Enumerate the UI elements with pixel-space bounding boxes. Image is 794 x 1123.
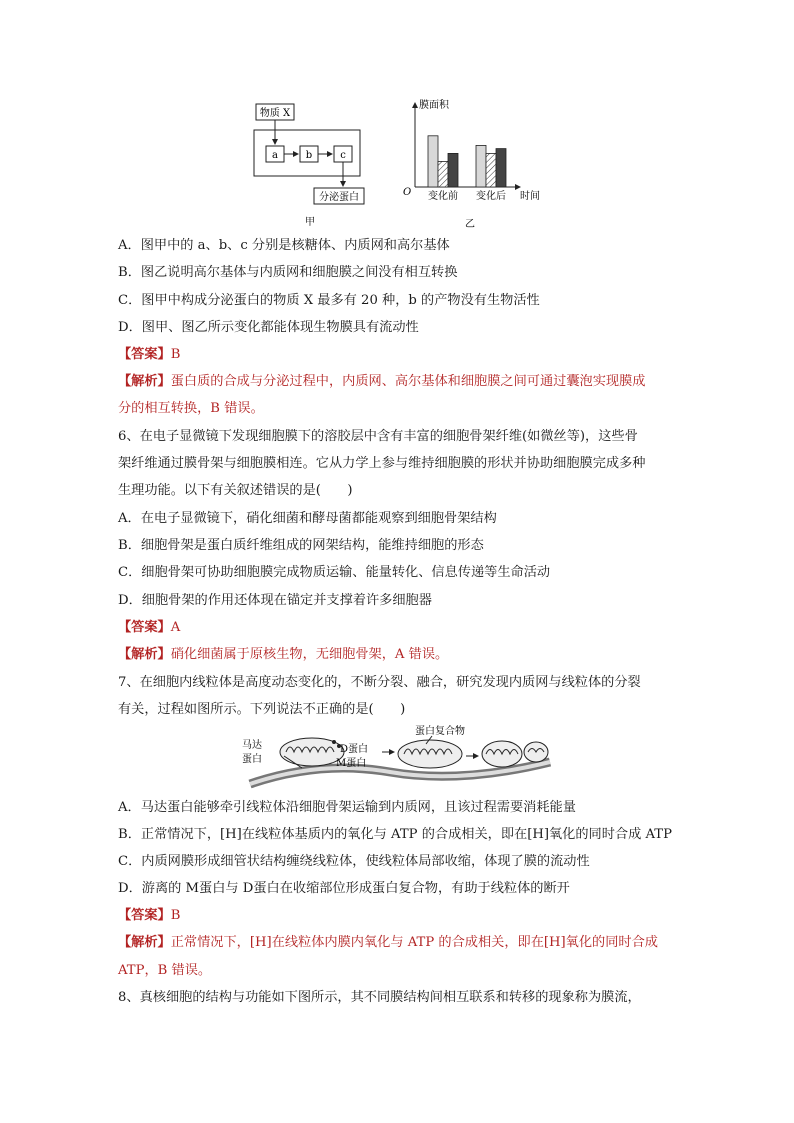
answer-value: B	[170, 347, 181, 362]
q7-option-b: B．正常情况下，[H]在线粒体基质内的氧化与 ATP 的合成相关，即在[H]氧化的同时合成 ATP	[118, 827, 672, 842]
bar-light-1	[476, 145, 486, 187]
figure-yi-chart	[395, 95, 555, 230]
analysis-text: 蛋白质的合成与分泌过程中，内质网、高尔基体和细胞膜之间可通过囊泡实现膜成	[170, 374, 646, 389]
q5-option-a: A．图甲中的 a、b、c 分别是核糖体、内质网和高尔基体	[118, 238, 450, 253]
q7-option-a: A．马达蛋白能够牵引线粒体沿细胞骨架运输到内质网，且该过程需要消耗能量	[118, 800, 576, 815]
q7-analysis-line2: ATP，B 错误。	[118, 963, 212, 978]
category-label-before: 变化前	[428, 191, 458, 202]
q7-stem-line1: 7、在细胞内线粒体是高度动态变化的，不断分裂、融合，研究发现内质网与线粒体的分裂	[118, 675, 641, 690]
svg-text:b: b	[305, 150, 313, 161]
svg-text:c: c	[340, 150, 346, 161]
label-m-protein: M蛋白	[336, 758, 367, 769]
q5-analysis-line2: 分的相互转换，B 错误。	[118, 401, 264, 416]
category-label-after: 变化后	[476, 191, 506, 202]
bar-hatched-0	[438, 161, 448, 187]
bar-dark-0	[448, 153, 458, 187]
q8-stem-line1: 8、真核细胞的结构与功能如下图所示，其不同膜结构间相互联系和转移的现象称为膜流，	[118, 990, 641, 1005]
figure-mitochondria-fission	[240, 722, 560, 790]
caption-yi: 乙	[465, 219, 475, 230]
q7-stem-line2: 有关，过程如图所示。下列说法不正确的是( )	[118, 702, 406, 717]
q5-analysis-line1	[118, 372, 646, 392]
svg-text:分泌蛋白: 分泌蛋白	[319, 192, 359, 203]
x-axis-label: 时间	[520, 191, 540, 202]
q6-option-c: C．细胞骨架可协助细胞膜完成物质运输、能量转化、信息传递等生命活动	[118, 565, 551, 580]
origin-label: O	[403, 187, 412, 198]
q5-option-c: C．图甲中构成分泌蛋白的物质 X 最多有 20 种，b 的产物没有生物活性	[118, 293, 540, 308]
answer-tag: 【答案】	[118, 620, 171, 635]
bar-dark-1	[496, 149, 506, 187]
q7-analysis-line1	[118, 933, 658, 953]
svg-text:a: a	[272, 150, 278, 161]
answer-tag: 【答案】	[118, 347, 171, 362]
caption-jia: 甲	[305, 217, 315, 228]
q7-option-c: C．内质网膜形成细管状结构缠绕线粒体，使线粒体局部收缩，体现了膜的流动性	[118, 854, 590, 869]
q6-option-d: D．细胞骨架的作用还体现在锚定并支撑着许多细胞器	[118, 593, 432, 608]
q6-answer	[118, 618, 180, 638]
y-axis-label: 膜面积	[419, 100, 449, 111]
analysis-tag: 【解析】	[118, 647, 171, 662]
analysis-tag: 【解析】	[118, 374, 171, 389]
q5-option-b: B．图乙说明高尔基体与内质网和细胞膜之间没有相互转换	[118, 265, 458, 280]
q6-option-a: A．在电子显微镜下，硝化细菌和酵母菌都能观察到细胞骨架结构	[118, 511, 497, 526]
label-mada: 马达	[242, 740, 262, 751]
q7-answer	[118, 906, 180, 926]
figure-jia	[250, 98, 370, 228]
analysis-tag: 【解析】	[118, 935, 171, 950]
q6-analysis-line1	[118, 645, 448, 665]
q7-option-d: D．游离的 M蛋白与 D蛋白在收缩部位形成蛋白复合物，有助于线粒体的断开	[118, 881, 570, 896]
answer-value: B	[170, 908, 181, 923]
bar-light-0	[428, 136, 438, 187]
label-danbai: 蛋白	[242, 754, 262, 765]
analysis-text: 硝化细菌属于原核生物，无细胞骨架，A 错误。	[170, 647, 449, 662]
mitochondrion-2	[398, 740, 462, 768]
analysis-text: 正常情况下，[H]在线粒体内膜内氧化与 ATP 的合成相关，即在[H]氧化的同时合成	[170, 935, 658, 950]
q6-stem-line2: 架纤维通过膜骨架与细胞膜相连。它从力学上参与维持细胞膜的形状并协助细胞膜完成多种	[118, 456, 646, 471]
answer-value: A	[170, 620, 181, 635]
answer-tag: 【答案】	[118, 908, 171, 923]
q6-stem-line3: 生理功能。以下有关叙述错误的是( )	[118, 483, 353, 498]
label-protein-complex: 蛋白复合物	[415, 726, 465, 737]
label-d-protein: D蛋白	[340, 744, 369, 755]
bar-hatched-1	[486, 153, 496, 187]
label-substance-x: 物质 X	[259, 108, 291, 119]
q6-stem-line1: 6、在电子显微镜下发现细胞膜下的溶胶层中含有丰富的细胞骨架纤维(如微丝等)，这些骨	[118, 429, 638, 444]
q6-option-b: B．细胞骨架是蛋白质纤维组成的网架结构，能维持细胞的形态	[118, 538, 484, 553]
q5-option-d: D．图甲、图乙所示变化都能体现生物膜具有流动性	[118, 320, 419, 335]
q5-answer	[118, 345, 180, 365]
